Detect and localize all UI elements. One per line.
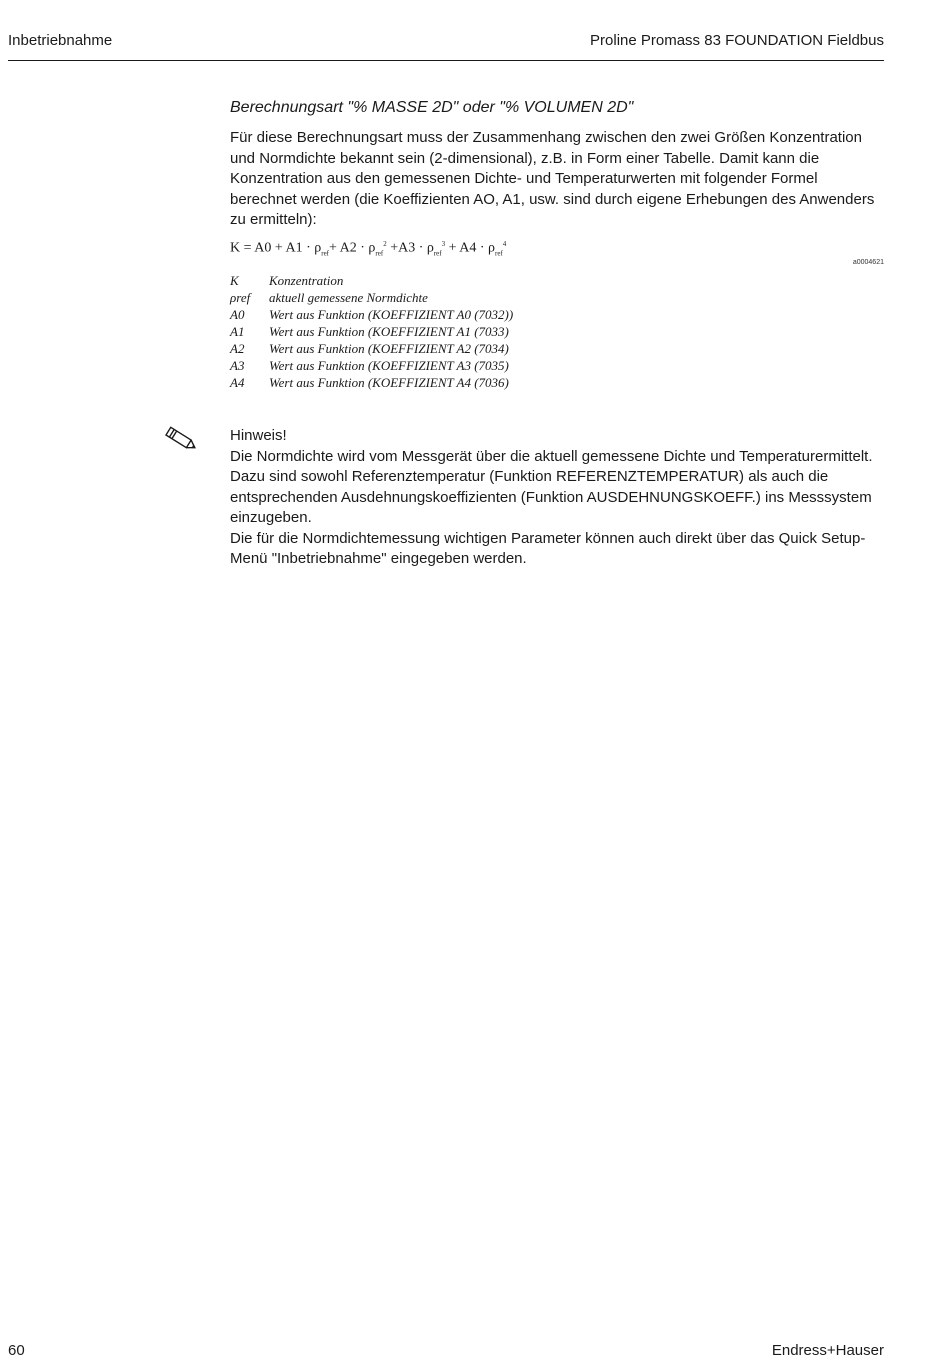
legend-symbol: ρref [230, 290, 251, 305]
note-block [230, 426, 884, 570]
formula-exp-2: 2 [383, 240, 387, 248]
legend-row [230, 289, 513, 306]
formula-reference-id: a0004621 [852, 259, 884, 266]
footer-brand: Endress+Hauser [771, 1342, 884, 1359]
formula-sub-1: ref [321, 249, 330, 258]
legend-text: Wert aus Funktion (KOEFFIZIENT A1 (7033) [269, 324, 509, 339]
pencil-note-icon [160, 424, 200, 454]
legend-symbol: A2 [230, 341, 245, 356]
header-divider [8, 60, 884, 61]
formula-sub-4: ref [495, 249, 503, 258]
legend-row [230, 272, 513, 289]
formula-term-3: +A3 · ρ [386, 240, 434, 256]
header-section: Inbetriebnahme [8, 32, 113, 49]
section-title: Berechnungsart "% MASSE 2D" oder "% VOLUMEN 2D" [230, 99, 634, 116]
formula-term-1: K = A0 + A1 · ρ [230, 240, 322, 256]
formula-exp-4: 4 [502, 240, 507, 248]
note-paragraph-2: Die für die Normdichtemessung wichtigen Parameter können auch direkt über das Quick Setup-Menü "Inbetriebnahme" eingegeben werden. [230, 529, 866, 567]
note-label: Hinweis! [230, 427, 287, 444]
legend-text: Wert aus Funktion (KOEFFIZIENT A2 (7034) [269, 341, 509, 356]
formula-exp-3: 3 [441, 240, 446, 248]
legend-symbol: K [230, 273, 239, 288]
formula [230, 240, 506, 257]
note-paragraph-1: Die Normdichte wird vom Messgerät über die aktuell gemessene Dichte und Temperaturermittelt. Dazu sind sowohl Referenztemperatur (Funktion REFERENZTEMPERATUR) als auch die entsprechenden Ausdehnungskoeffizienten (Funktion AUSDEHNUNGSKOEFF.) ins Messsystem einzugeben. [230, 447, 873, 526]
legend-text: Wert aus Funktion (KOEFFIZIENT A0 (7032)) [269, 307, 514, 322]
formula-term-2: + A2 · ρ [329, 240, 376, 256]
formula-sub-3: ref [433, 249, 442, 258]
legend-symbol: A3 [230, 358, 245, 373]
formula-term-4: + A4 · ρ [445, 240, 496, 256]
legend-symbol: A4 [230, 375, 245, 390]
legend-row [230, 374, 513, 391]
intro-paragraph: Für diese Berechnungsart muss der Zusammenhang zwischen den zwei Größen Konzentration und Normdichte bekannt sein (2-dimensional), z.B. in Form einer Tabelle. Damit kann die Konzentration aus den gemessenen Dichte- und Temperaturwerten mit folgender Formel berechnet werden (die Koeffizienten AO, A1, usw. sind durch eigene Erhebungen des Anwenders zu ermitteln): [230, 129, 875, 228]
legend-text: Konzentration [269, 273, 344, 288]
page-number: 60 [8, 1342, 25, 1359]
legend-row [230, 323, 513, 340]
legend-text: Wert aus Funktion (KOEFFIZIENT A4 (7036) [269, 375, 509, 390]
legend-symbol: A1 [230, 324, 245, 339]
header-product: Proline Promass 83 FOUNDATION Fieldbus [590, 32, 884, 49]
legend-text: aktuell gemessene Normdichte [269, 290, 428, 305]
formula-sub-2: ref [375, 249, 384, 258]
legend-row [230, 306, 513, 323]
legend-text: Wert aus Funktion (KOEFFIZIENT A3 (7035) [269, 358, 509, 373]
legend-row [230, 357, 513, 374]
formula-legend [230, 272, 513, 391]
legend-row [230, 340, 513, 357]
legend-symbol: A0 [230, 307, 245, 322]
